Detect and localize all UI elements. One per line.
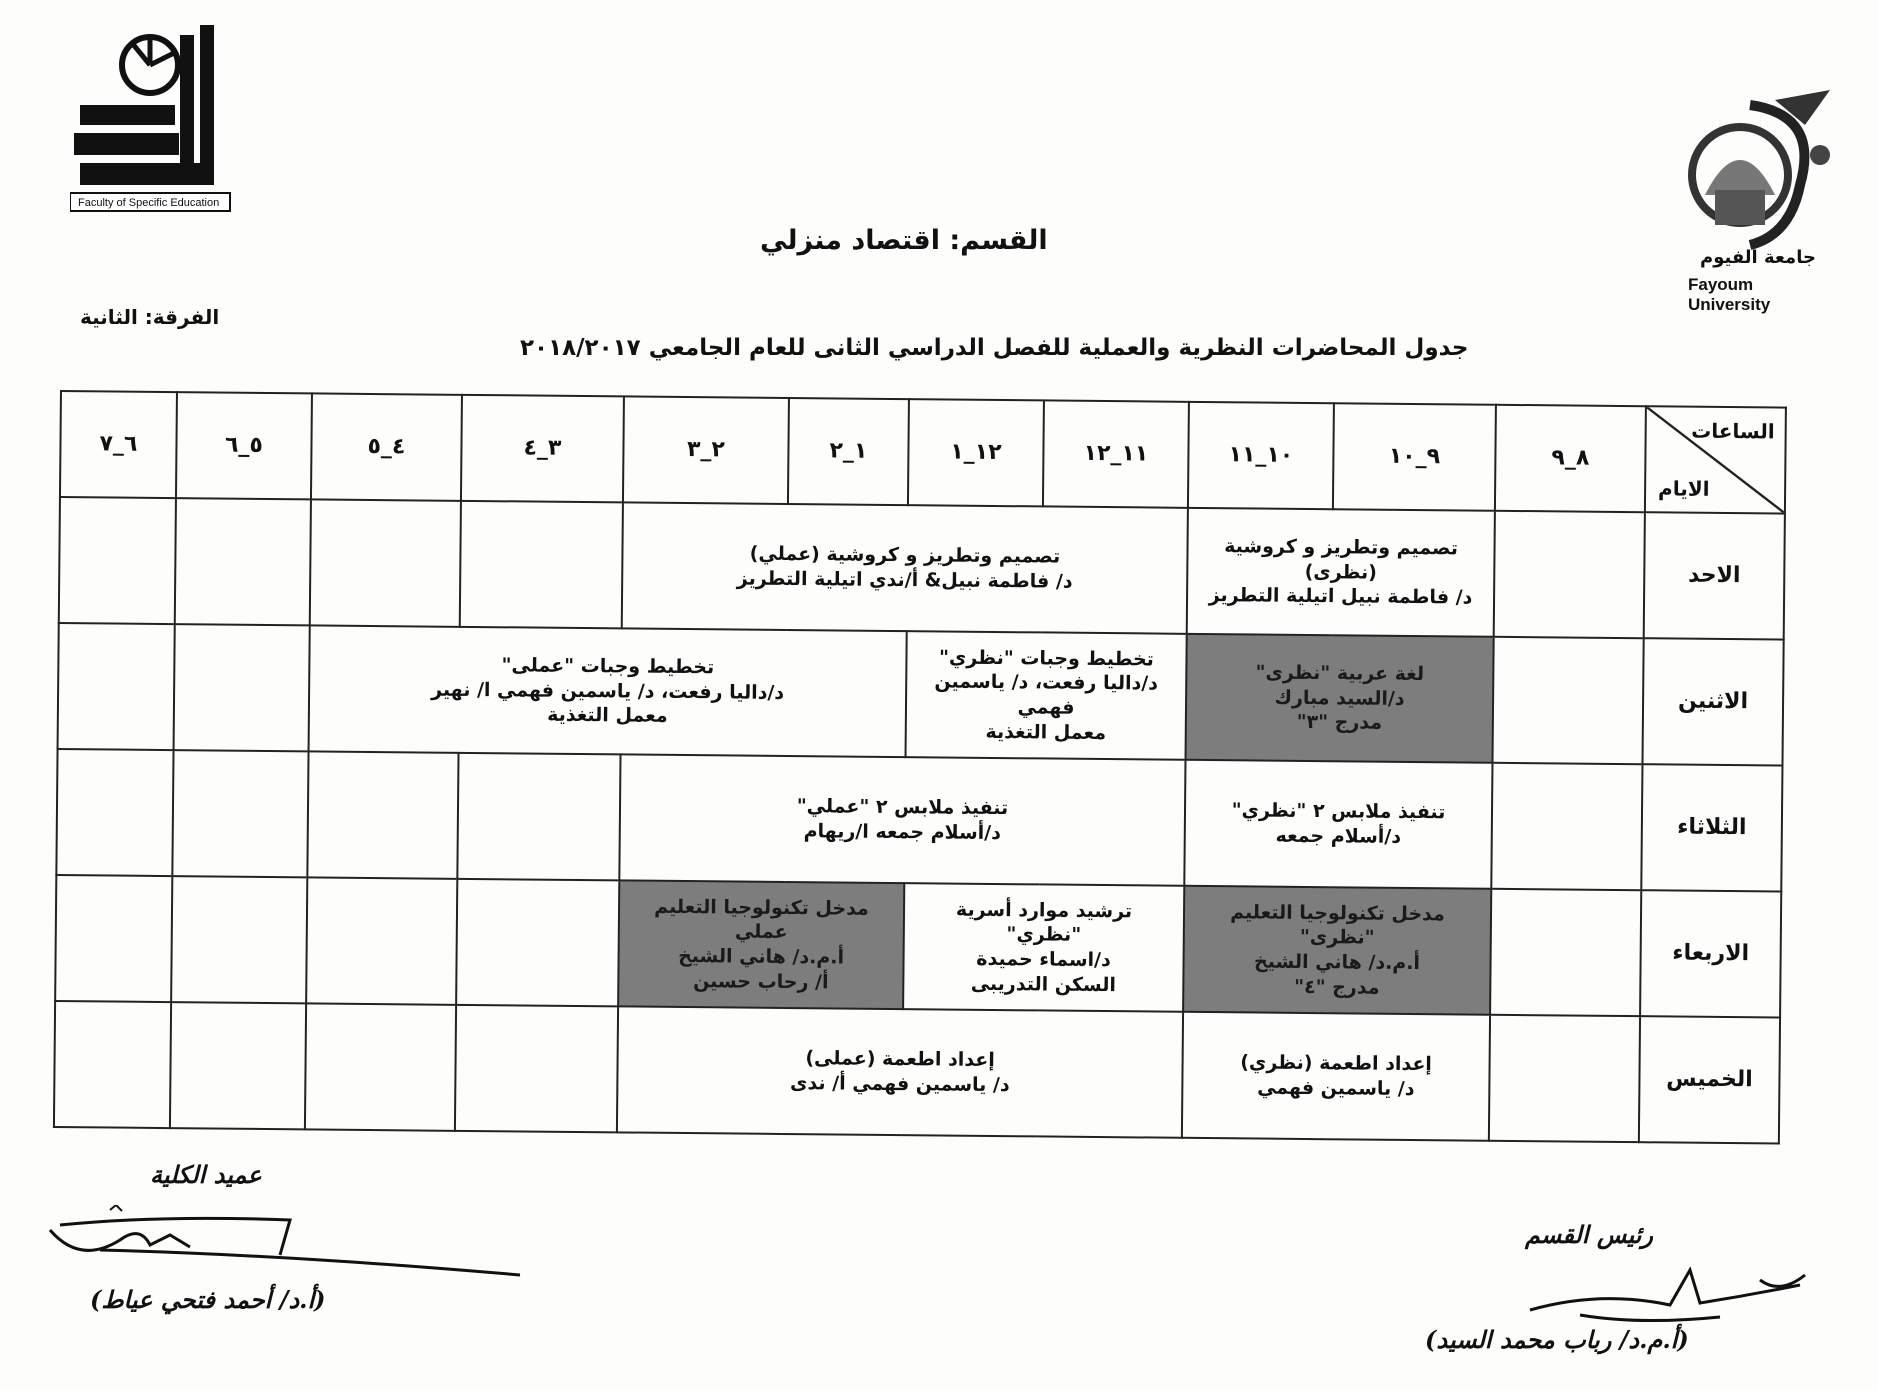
empty-cell	[306, 877, 457, 1004]
empty-cell	[1491, 763, 1642, 890]
year-label: الفرقة: الثانية	[80, 305, 220, 329]
hours-header-row	[60, 391, 1786, 514]
class-line: عملي	[734, 920, 788, 944]
day-row-monday	[58, 623, 1784, 766]
empty-cell	[55, 875, 172, 1002]
class-line: د/ ياسمين فهمي أ/ ندى	[789, 1072, 1010, 1097]
class-line: تخطيط وجبات "عملى"	[501, 654, 715, 679]
class-line: "نظري"	[1006, 923, 1082, 947]
class-cell	[1182, 1012, 1490, 1141]
class-line: (نظرى)	[1304, 560, 1378, 584]
day-row-tuesday	[56, 749, 1782, 892]
day-name-thursday: الخميس	[1639, 1016, 1780, 1143]
class-cell	[622, 502, 1188, 633]
hour-header: ٨_٩	[1495, 405, 1646, 512]
class-line: مدخل تكنولوجيا التعليم	[1230, 900, 1445, 925]
schedule-table	[53, 390, 1787, 1145]
class-cell	[617, 1006, 1183, 1137]
hour-header: ٥_٦	[176, 392, 312, 499]
hour-header: ٢_٣	[623, 396, 789, 504]
class-cell	[619, 754, 1185, 885]
head-title: رئيس القسم	[1525, 1220, 1653, 1249]
class-line: د/أسلام جمعه	[1275, 824, 1402, 848]
class-line: د/اسماء حميدة	[976, 947, 1111, 972]
head-signature-graphic	[1520, 1255, 1810, 1330]
empty-cell	[305, 1003, 456, 1130]
class-cell	[1184, 760, 1492, 889]
corner-days-label: الايام	[1658, 476, 1710, 501]
class-cell	[309, 625, 907, 757]
class-cell	[903, 883, 1184, 1012]
class-line: معمل التغذية	[985, 720, 1107, 744]
empty-cell	[58, 623, 175, 750]
empty-cell	[1490, 889, 1641, 1016]
university-name-ar: جامعة الفيوم	[1700, 247, 1816, 268]
class-line: تخطيط وجبات "نظري"	[938, 646, 1154, 671]
empty-cell	[54, 1001, 171, 1128]
class-line: فهمي	[1017, 696, 1075, 719]
department-label: القسم: اقتصاد منزلي	[760, 225, 1048, 256]
class-line: تنفيذ ملابس ٢ "عملي"	[796, 795, 1009, 820]
class-line: أ.م.د/ هاني الشيخ	[1254, 950, 1421, 975]
hour-header: ١٠_١١	[1188, 402, 1334, 509]
empty-cell	[56, 749, 173, 876]
day-name-wednesday: الاربعاء	[1640, 890, 1781, 1017]
class-line: د/داليا رفعت، د/ ياسمين	[934, 670, 1159, 695]
empty-cell	[460, 501, 623, 629]
class-line: د/السيد مبارك	[1274, 686, 1405, 710]
empty-cell	[170, 1002, 306, 1129]
head-signature-block	[1420, 1210, 1840, 1380]
class-cell	[1183, 886, 1491, 1015]
class-line: د/ ياسمين فهمي	[1257, 1076, 1415, 1101]
class-line: إعداد اطعمة (نظري)	[1240, 1051, 1432, 1076]
empty-cell	[175, 498, 311, 625]
class-line: مدخل تكنولوجيا التعليم	[654, 895, 869, 920]
class-cell	[618, 880, 904, 1009]
class-line: تصميم وتطريز و كروشية (عملي)	[749, 542, 1061, 568]
class-line: معمل التغذية	[547, 704, 668, 728]
empty-cell	[455, 1005, 618, 1133]
dean-name: (أ.د/ أحمد فتحي عياط)	[90, 1285, 326, 1314]
empty-cell	[307, 751, 458, 878]
hour-header: ٤_٥	[311, 393, 462, 500]
class-line: تنفيذ ملابس ٢ "نظري"	[1231, 799, 1446, 824]
class-line: أ.م.د/ هاني الشيخ	[678, 944, 845, 969]
class-line: أ/ رحاب حسين	[693, 969, 829, 994]
class-line: إعداد اطعمة (عملى)	[805, 1047, 995, 1072]
class-line: د/ فاطمة نبيل& أ/ندي اتيلية التطريز	[736, 567, 1073, 593]
class-line: تصميم وتطريز و كروشية	[1224, 535, 1459, 560]
day-row-thursday	[54, 1001, 1780, 1144]
class-cell	[1187, 508, 1495, 637]
hour-header: ١١_١٢	[1043, 400, 1189, 507]
class-line: د/ فاطمة نبيل اتيلية التطريز	[1208, 584, 1473, 609]
day-row-wednesday	[55, 875, 1781, 1018]
day-name-tuesday: الثلاثاء	[1641, 764, 1782, 891]
empty-cell	[172, 750, 308, 877]
class-line: د/أسلام جمعه ا/ريهام	[803, 820, 1002, 845]
university-logo	[1680, 85, 1840, 315]
day-name-sunday: الاحد	[1644, 512, 1785, 639]
empty-cell	[171, 876, 307, 1003]
class-line: "نظرى"	[1299, 926, 1375, 949]
day-row-sunday	[59, 497, 1785, 640]
empty-cell	[174, 624, 310, 751]
empty-cell	[456, 879, 619, 1007]
corner-hours-label: الساعات	[1691, 418, 1775, 444]
hour-header: ١٢_١	[908, 399, 1044, 506]
university-name-en: Fayoum University	[1688, 275, 1771, 314]
class-line: مدرج "٤"	[1294, 975, 1380, 999]
hour-header: ٣_٤	[461, 395, 624, 503]
hour-header: ١_٢	[788, 398, 909, 505]
class-line: لغة عربية "نظرى"	[1255, 661, 1425, 686]
empty-cell	[310, 499, 461, 626]
dean-title: عميد الكلية	[150, 1160, 262, 1189]
empty-cell	[1489, 1015, 1640, 1142]
class-line: د/داليا رفعت، د/ ياسمين فهمي ا/ نهير	[431, 678, 785, 704]
dean-signature-block	[40, 1160, 560, 1330]
class-line: السكن التدريبى	[970, 972, 1117, 996]
empty-cell	[457, 753, 620, 881]
class-cell	[1186, 634, 1494, 763]
schedule-title: جدول المحاضرات النظرية والعملية للفصل الدراسي الثانى للعام الجامعي ٢٠١٨/٢٠١٧	[520, 335, 1469, 361]
class-line: ترشيد موارد أسرية	[955, 898, 1133, 922]
faculty-logo-graphic	[70, 25, 235, 220]
head-name: (أ.م.د/ رباب محمد السيد)	[1425, 1325, 1689, 1354]
hour-header: ٦_٧	[60, 391, 177, 498]
faculty-logo-text: Faculty of Specific Education	[78, 197, 220, 209]
empty-cell	[59, 497, 176, 624]
hour-header: ٩_١٠	[1333, 403, 1496, 511]
corner-cell	[1645, 406, 1786, 513]
class-cell	[906, 631, 1187, 760]
dean-signature-graphic	[40, 1205, 560, 1285]
empty-cell	[1492, 637, 1643, 764]
faculty-logo	[70, 25, 235, 220]
class-line: مدرج "٣"	[1296, 711, 1383, 735]
day-name-monday: الاثنين	[1642, 638, 1783, 765]
empty-cell	[1494, 511, 1645, 638]
